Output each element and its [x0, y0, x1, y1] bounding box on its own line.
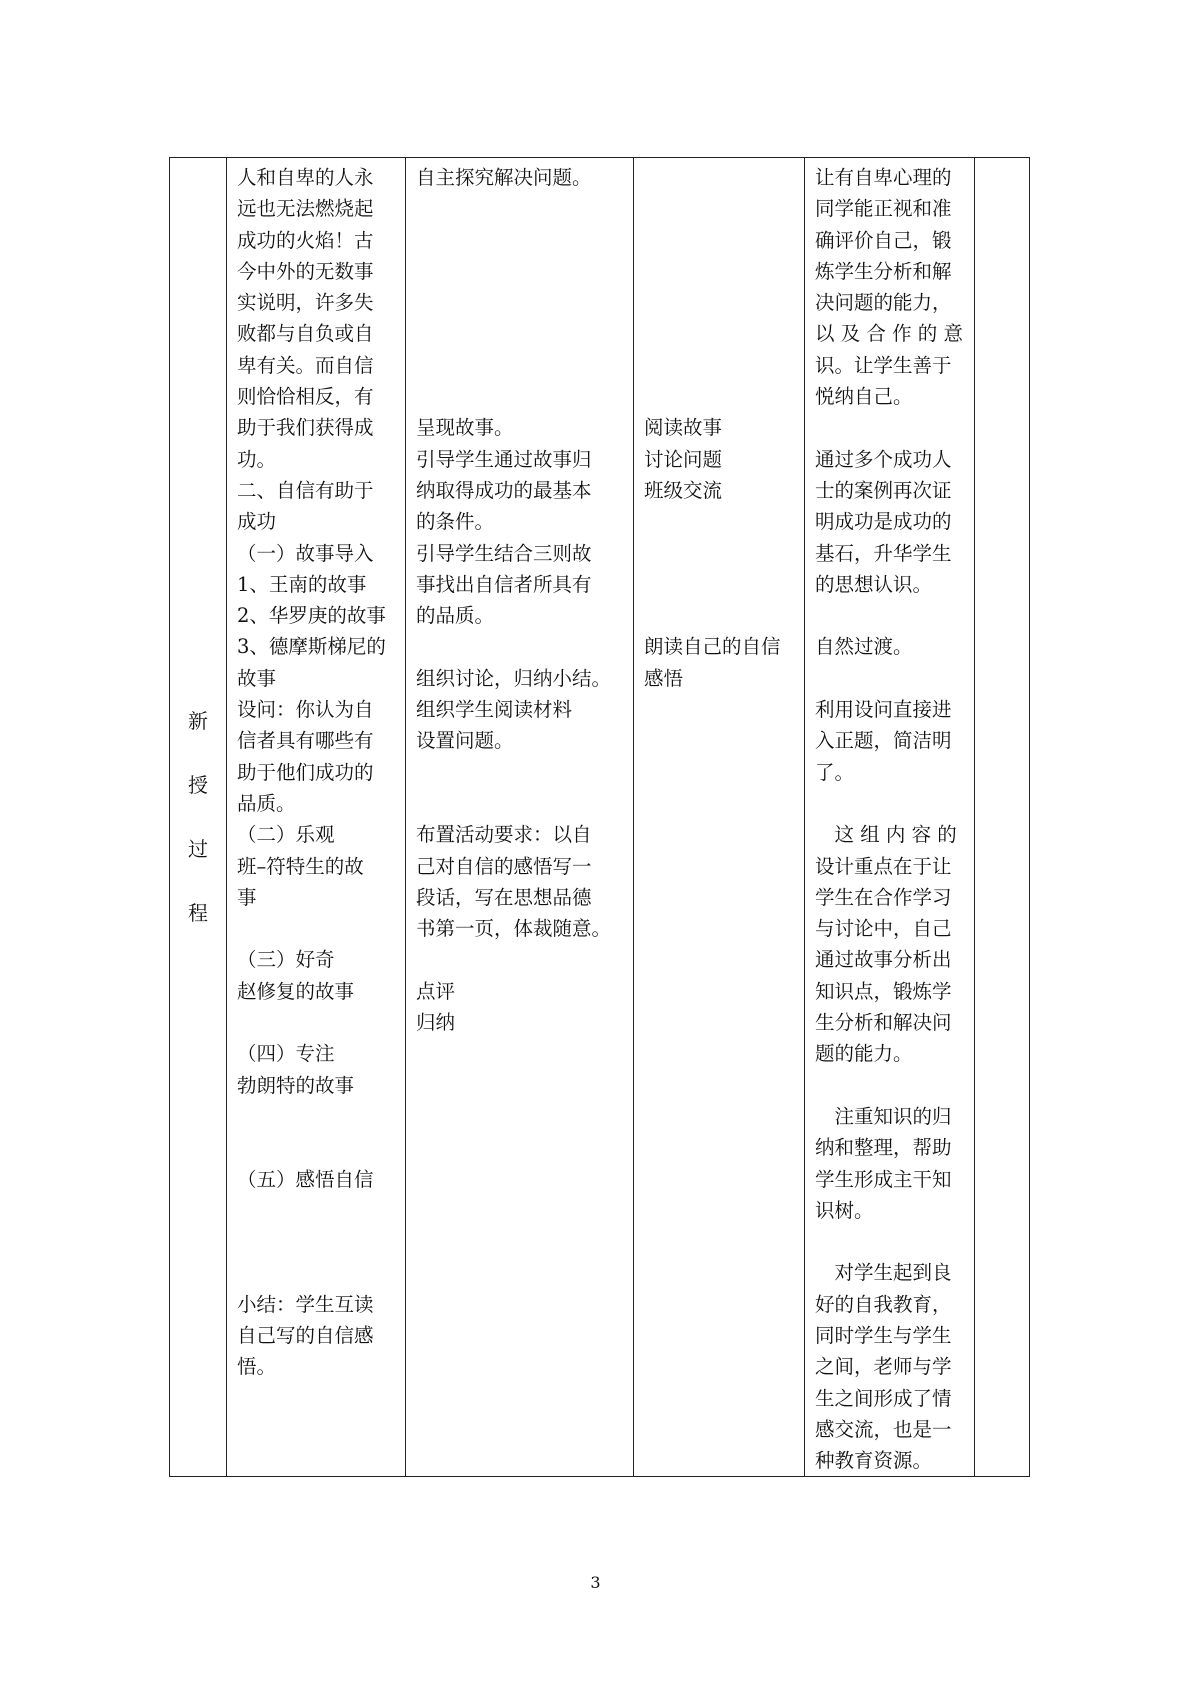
teacher-line: 己对自信的感悟写一	[416, 854, 592, 878]
content-line: 败都与自负或自	[237, 322, 374, 346]
student-line	[644, 162, 804, 193]
teacher-line	[416, 631, 633, 662]
intent-line: 通过故事分析出	[815, 948, 952, 972]
content-line: 实说明，许多失	[237, 291, 374, 315]
teaching-content-column	[227, 158, 405, 1383]
teacher-line: 设置问题。	[416, 729, 514, 753]
intent-line: 生之间形成了情	[815, 1386, 952, 1410]
teacher-line	[416, 788, 633, 819]
intent-line: 以 及 合 作 的 意	[815, 322, 963, 346]
teacher-line	[416, 944, 633, 975]
student-line	[644, 569, 804, 600]
intent-line: 学生在合作学习	[815, 885, 952, 909]
content-line: 赵修复的故事	[237, 979, 355, 1003]
content-line: （二）乐观	[237, 823, 335, 847]
content-line	[237, 1195, 405, 1226]
intent-line: 决问题的能力，	[815, 291, 952, 315]
design-intent-column	[805, 158, 974, 1476]
content-line: 二、自信有助于	[237, 478, 374, 502]
teacher-line	[416, 381, 633, 412]
student-line	[644, 350, 804, 381]
content-line	[237, 1257, 405, 1288]
intent-line: 题的能力。	[815, 1042, 913, 1066]
student-line: 班级交流	[644, 478, 723, 502]
intent-line: 入正题，简洁明	[815, 729, 952, 753]
intent-line: 识。让学生善于	[815, 353, 952, 377]
teacher-activity-column	[406, 158, 633, 1038]
teacher-line	[416, 193, 633, 224]
page-number: 3	[590, 1573, 601, 1592]
stage-char: 程	[188, 901, 208, 926]
content-line: 设问：你认为自	[237, 698, 374, 722]
intent-line: 悦纳自己。	[815, 385, 913, 409]
content-line: 悟。	[237, 1355, 277, 1379]
teacher-line: 点评	[416, 979, 456, 1003]
intent-line: 之间，老师与学	[815, 1355, 952, 1379]
intent-line: 炼学生分析和解	[815, 259, 952, 283]
content-line: 品质。	[237, 791, 296, 815]
intent-line: 的思想认识。	[815, 572, 933, 596]
student-line	[644, 225, 804, 256]
teacher-line: 纳取得成功的最基本	[416, 478, 592, 502]
teacher-line: 书第一页，体裁随意。	[416, 917, 612, 941]
intent-line: 利用设问直接进	[815, 698, 952, 722]
intent-line: 种教育资源。	[815, 1449, 933, 1473]
teacher-line	[416, 350, 633, 381]
intent-line: 明成功是成功的	[815, 510, 952, 534]
teacher-line: 呈现故事。	[416, 416, 514, 440]
intent-line: 生分析和解决问	[815, 1011, 952, 1035]
intent-line: 知识点，锻炼学	[815, 979, 952, 1003]
intent-line: 这 组 内 容 的	[815, 823, 957, 847]
intent-line: 通过多个成功人	[815, 447, 952, 471]
remarks-cell	[975, 158, 1030, 1477]
teacher-line	[416, 256, 633, 287]
intent-line: 基石，升华学生	[815, 541, 952, 565]
lesson-plan-table	[169, 157, 1030, 1477]
student-line	[644, 318, 804, 349]
student-activity-column	[634, 158, 804, 694]
content-line: 成功的火焰！古	[237, 228, 374, 252]
content-line: （四）专注	[237, 1042, 335, 1066]
content-line: （三）好奇	[237, 948, 335, 972]
content-line: 卑有关。而自信	[237, 353, 374, 377]
content-line	[237, 913, 405, 944]
teacher-line: 引导学生通过故事归	[416, 447, 592, 471]
student-line: 朗读自己的自信	[644, 635, 781, 659]
teacher-line	[416, 757, 633, 788]
intent-line: 识树。	[815, 1198, 874, 1222]
teacher-line	[416, 287, 633, 318]
intent-line: 确评价自己，锻	[815, 228, 952, 252]
stage-char: 新	[188, 709, 208, 734]
intent-line	[815, 412, 974, 443]
student-line	[644, 600, 804, 631]
content-line: （一）故事导入	[237, 541, 374, 565]
intent-line: 好的自我教育，	[815, 1292, 952, 1316]
student-activity-cell	[634, 158, 805, 1477]
student-line	[644, 256, 804, 287]
content-line: 功。	[237, 447, 277, 471]
intent-line: 注重知识的归	[815, 1104, 952, 1128]
intent-line: 让有自卑心理的	[815, 166, 952, 189]
content-cell	[227, 158, 406, 1477]
content-line: 则恰恰相反，有	[237, 385, 374, 409]
intent-line: 与讨论中，自己	[815, 917, 952, 941]
intent-line: 纳和整理，帮助	[815, 1136, 952, 1160]
teacher-activity-cell	[406, 158, 634, 1477]
content-line	[237, 1007, 405, 1038]
content-line: 远也无法燃烧起	[237, 197, 374, 221]
stage-char: 授	[188, 773, 208, 798]
content-line	[237, 1101, 405, 1132]
content-line: 信者具有哪些有	[237, 729, 374, 753]
content-line: 助于我们获得成	[237, 416, 374, 440]
intent-line: 学生形成主干知	[815, 1167, 952, 1191]
table-row	[170, 158, 1030, 1477]
student-line	[644, 538, 804, 569]
stage-cell	[170, 158, 227, 1477]
content-line: 小结：学生互读	[237, 1292, 374, 1316]
student-line: 感悟	[644, 666, 684, 690]
teacher-line: 段话，写在思想品德	[416, 885, 592, 909]
intent-line	[815, 788, 974, 819]
student-line	[644, 381, 804, 412]
teacher-line: 的品质。	[416, 604, 495, 628]
stage-char: 过	[188, 837, 208, 862]
teacher-line: 引导学生结合三则故	[416, 541, 592, 565]
content-line: 班–符特生的故	[237, 854, 364, 878]
teacher-line: 归纳	[416, 1011, 456, 1035]
teacher-line: 组织讨论，归纳小结。	[416, 666, 612, 690]
content-line: 人和自卑的人永	[237, 166, 374, 189]
content-line	[237, 1226, 405, 1257]
teacher-line: 自主探究解决问题。	[416, 166, 592, 189]
content-line: 勃朗特的故事	[237, 1073, 355, 1097]
intent-line: 士的案例再次证	[815, 478, 952, 502]
intent-line: 感交流，也是一	[815, 1417, 952, 1441]
content-line: 助于他们成功的	[237, 760, 374, 784]
teacher-line: 组织学生阅读材料	[416, 698, 573, 722]
teacher-line: 事找出自信者所具有	[416, 572, 592, 596]
intent-line: 了。	[815, 760, 855, 784]
stage-label	[170, 689, 226, 945]
intent-line	[815, 663, 974, 694]
intent-line	[815, 600, 974, 631]
teacher-line	[416, 318, 633, 349]
intent-line	[815, 1070, 974, 1101]
intent-line: 对学生起到良	[815, 1261, 952, 1285]
content-line: 今中外的无数事	[237, 259, 374, 283]
teacher-line	[416, 225, 633, 256]
intent-line: 自然过渡。	[815, 635, 913, 659]
content-line: 成功	[237, 510, 277, 534]
intent-line: 同时学生与学生	[815, 1323, 952, 1347]
content-line: 自己写的自信感	[237, 1323, 374, 1347]
student-line: 讨论问题	[644, 447, 723, 471]
student-line	[644, 506, 804, 537]
student-line: 阅读故事	[644, 416, 723, 440]
intent-line	[815, 1226, 974, 1257]
intent-line: 同学能正视和准	[815, 197, 952, 221]
student-line	[644, 193, 804, 224]
content-line: 故事	[237, 666, 277, 690]
teacher-line: 的条件。	[416, 510, 495, 534]
content-line: 1、王南的故事	[237, 572, 367, 596]
content-line: 3、德摩斯梯尼的	[237, 635, 386, 659]
teacher-line: 布置活动要求：以自	[416, 823, 592, 847]
design-intent-cell	[805, 158, 975, 1477]
content-line: （五）感悟自信	[237, 1167, 374, 1191]
intent-line: 设计重点在于让	[815, 854, 952, 878]
content-line: 2、华罗庚的故事	[237, 604, 386, 628]
content-line	[237, 1132, 405, 1163]
content-line: 事	[237, 885, 257, 909]
student-line	[644, 287, 804, 318]
